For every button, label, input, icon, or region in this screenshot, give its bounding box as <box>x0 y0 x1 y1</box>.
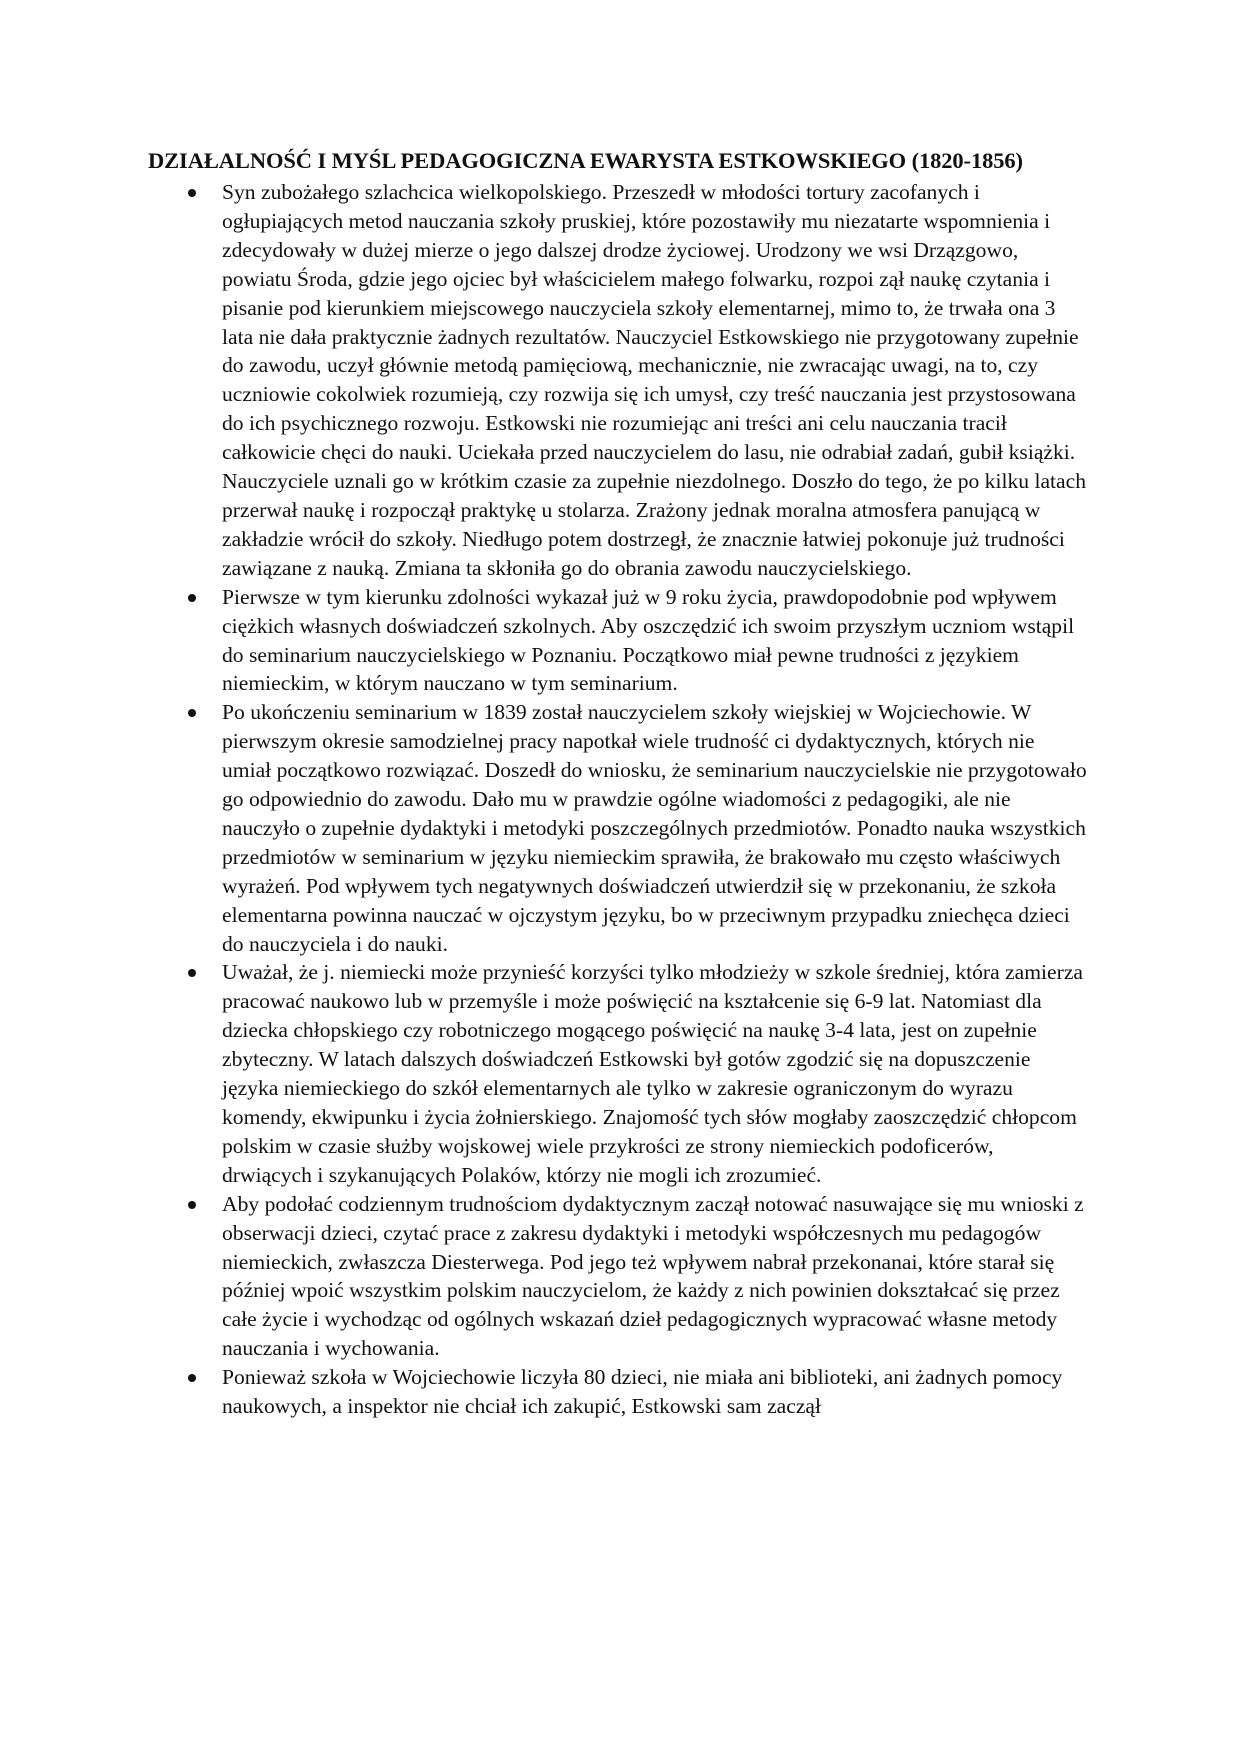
bullet-icon <box>188 709 196 717</box>
paragraph-text: Aby podołać codziennym trudnościom dydaktycznym zaczął notować nasuwające się mu wnioski z obserwacji dzieci, czytać prace z zakresu dydaktyki i metodyki współczesnych mu pedagogów niemieckich, zwłaszcza Diesterwega. Pod jego też wpływem nabrał przekonanai, które starał się później wpoić wszystkim polskim nauczycielom, że każdy z nich powinien dokształcać się przez całe życie i wychodząc od ogólnych wskazań dzieł pedagogicznych wypracować własne metody nauczania i wychowania. <box>222 1191 1084 1361</box>
bullet-list <box>148 178 1088 1421</box>
list-item <box>148 583 1088 699</box>
list-item <box>148 1190 1088 1363</box>
paragraph-text: Po ukończeniu seminarium w 1839 został nauczycielem szkoły wiejskiej w Wojciechowie. W pierwszym okresie samodzielnej pracy napotkał wiele trudność ci dydaktycznych, których nie umiał początkowo rozwiązać. Doszedł do wniosku, że seminarium nauczycielskie nie przygotowało go odpowiednio do zawodu. Dało mu w prawdzie ogólne wiadomości z pedagogiki, ale nie nauczyło o zupełnie dydaktyki i metodyki poszczególnych przedmiotów. Ponadto nauka wszystkich przedmiotów w seminarium w języku niemieckim sprawiła, że brakowało mu często właściwych wyrażeń. Pod wpływem tych negatywnych doświadczeń utwierdził się w przekonaniu, że szkoła elementarna powinna nauczać w ojczystym języku, bo w przeciwnym przypadku zniechęca dzieci do nauczyciela i do nauki. <box>222 700 1087 956</box>
list-item <box>148 178 1088 583</box>
bullet-icon <box>188 594 196 602</box>
bullet-icon <box>188 969 196 977</box>
bullet-icon <box>188 1201 196 1209</box>
paragraph-text: Syn zubożałego szlachcica wielkopolskiego. Przeszedł w młodości tortury zacofanych i ogłupiających metod nauczania szkoły pruskiej, które pozostawiły mu niezatarte wspomnienia i zdecydowały w dużej mierze o jego dalszej drodze życiowej. Urodzony we wsi Drzązgowo, powiatu Środa, gdzie jego ojciec był właścicielem małego folwarku, rozpoi zął naukę czytania i pisanie pod kierunkiem miejscowego nauczyciela szkoły elementarnej, mimo to, że trwała ona 3 lata nie dała praktycznie żadnych rezultatów. Nauczyciel Estkowskiego nie przygotowany zupełnie do zawodu, uczył głównie metodą pamięciową, mechanicznie, nie zwracając uwagi, na to, czy uczniowie cokolwiek rozumieją, czy rozwija się ich umysł, czy treść nauczania jest przystosowana do ich psychicznego rozwoju. Estkowski nie rozumiejąc ani treści ani celu nauczania tracił całkowicie chęci do nauki. Uciekała przed nauczycielem do lasu, nie odrabiał zadań, gubił książki. Nauczyciele uznali go w krótkim czasie za zupełnie niezdolnego. Doszło do tego, że po kilku latach przerwał naukę i rozpoczął praktykę u stolarza. Zrażony jednak moralna atmosfera panującą w zakładzie wrócił do szkoły. Niedługo potem dostrzegł, że znacznie łatwiej pokonuje już trudności zawiązane z nauką. Zmiana ta skłoniła go do obrania zawodu nauczycielskiego. <box>222 180 1087 580</box>
list-item <box>148 698 1088 958</box>
list-item <box>148 958 1088 1189</box>
document-body <box>148 146 1088 1421</box>
paragraph-text: Uważał, że j. niemiecki może przynieść korzyści tylko młodzieży w szkole średniej, która zamierza pracować naukowo lub w przemyśle i może poświęcić na kształcenie się 6-9 lat. Natomiast dla dziecka chłopskiego czy robotniczego mogącego poświęcić na naukę 3-4 lata, jest on zupełnie zbyteczny. W latach dalszych doświadczeń Estkowski był gotów zgodzić się na dopuszczenie języka niemieckiego do szkół elementarnych ale tylko w zakresie ograniczonym do wyrazu komendy, ekwipunku i życia żołnierskiego. Znajomość tych słów mogłaby zaoszczędzić chłopcom polskim w czasie służby wojskowej wiele przykrości ze strony niemieckich podoficerów, drwiących i szykanujących Polaków, którzy nie mogli ich zrozumieć. <box>222 960 1083 1187</box>
paragraph-text: Pierwsze w tym kierunku zdolności wykazał już w 9 roku życia, prawdopodobnie pod wpływem ciężkich własnych doświadczeń szkolnych. Aby oszczędzić ich swoim przyszłym uczniom wstąpil do seminarium nauczycielskiego w Poznaniu. Początkowo miał pewne trudności z językiem niemieckim, w którym nauczano w tym seminarium. <box>222 584 1075 696</box>
list-item <box>148 1363 1088 1421</box>
document-title: DZIAŁALNOŚĆ I MYŚL PEDAGOGICZNA EWARYSTA ESTKOWSKIEGO (1820-1856) <box>148 148 1023 173</box>
paragraph-text: Ponieważ szkoła w Wojciechowie liczyła 80 dzieci, nie miała ani biblioteki, ani żadnych pomocy naukowych, a inspektor nie chciał ich zakupić, Estkowski sam zaczął <box>222 1365 1063 1419</box>
bullet-icon <box>188 1374 196 1382</box>
bullet-icon <box>188 189 196 197</box>
